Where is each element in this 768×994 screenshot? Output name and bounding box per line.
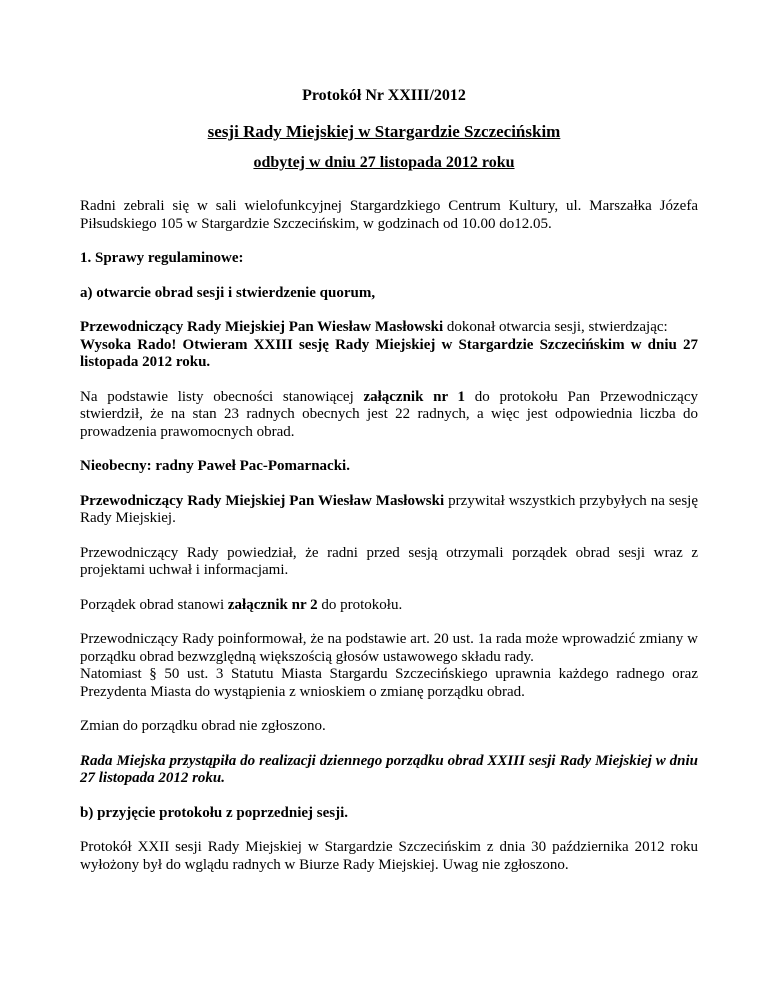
chair-name: Przewodniczący Rady Miejskiej Pan Wiesław Masłowski	[80, 492, 445, 509]
welcome-paragraph	[80, 493, 698, 528]
agenda-received-paragraph: Przewodniczący Rady powiedział, że radni przed sesją otrzymali porządek obrad sesji wraz z projektami uchwał i informacjami.	[80, 544, 698, 578]
document-body	[80, 198, 698, 891]
attendance-paragraph	[80, 389, 698, 442]
absent-paragraph: Nieobecny: radny Paweł Pac-Pomarnacki.	[80, 458, 350, 474]
document-subtitle: sesji Rady Miejskiej w Stargardzie Szczecińskim	[207, 122, 561, 141]
par50-paragraph: Natomiast § 50 ust. 3 Statutu Miasta Stargardu Szczecińskiego uprawnia każdego radnego oraz Prezydenta Miasta do wystąpienia z wnioskiem o zmianę porządku obrad.	[80, 666, 698, 700]
opening-text: dokonał otwarcia sesji, stwierdzając:	[443, 319, 668, 335]
opening-quote: Wysoka Rado! Otwieram XXIII sesję Rady Miejskiej w Stargardzie Szczecińskim w dniu 27 listopada 2012 roku.	[80, 336, 698, 370]
attendance-text-2: do protokołu Pan Przewodniczący stwierdził, że na stan 23 radnych obecnych jest 22 radnych, a więc jest odpowiednia liczba do prowadzenia prawomocnych obrad.	[80, 388, 698, 440]
agenda-attachment-paragraph	[80, 597, 698, 615]
no-changes-paragraph: Zmian do porządku obrad nie zgłoszono.	[80, 718, 326, 734]
attachment-2-ref: załącznik nr 2	[227, 596, 318, 613]
attendance-text-1: Na podstawie listy obecności stanowiącej	[80, 388, 364, 405]
section-heading: 1. Sprawy regulaminowe:	[80, 250, 244, 266]
subsection-b-heading: b) przyjęcie protokołu z poprzedniej sesji.	[80, 804, 349, 821]
opening-paragraph	[80, 319, 698, 337]
agenda-attachment-text-2: do protokołu.	[317, 596, 403, 613]
attachment-1-ref: załącznik nr 1	[363, 388, 466, 405]
document-date-line: odbytej w dniu 27 listopada 2012 roku	[253, 154, 515, 171]
intro-paragraph: Radni zebrali się w sali wielofunkcyjnej Stargardzkiego Centrum Kultury, ul. Marszałka Józefa Piłsudskiego 105 w Stargardzie Szczecińskim, w godzinach od 10.00 do12.05.	[80, 198, 698, 232]
chair-name: Przewodniczący Rady Miejskiej Pan Wiesław Masłowski	[80, 319, 444, 335]
previous-protocol-paragraph: Protokół XXII sesji Rady Miejskiej w Stargardzie Szczecińskim z dnia 30 października 2012 roku wyłożony był do wglądu radnych w Biurze Rady Miejskiej. Uwag nie zgłoszono.	[80, 839, 698, 873]
resolution-paragraph: Rada Miejska przystąpiła do realizacji dziennego porządku obrad XXIII sesji Rady Miejskiej w dniu 27 listopada 2012 roku.	[80, 752, 698, 786]
subsection-a-heading: a) otwarcie obrad sesji i stwierdzenie quorum,	[80, 284, 376, 301]
document-title: Protokół Nr XXIII/2012	[302, 87, 466, 104]
art20-paragraph: Przewodniczący Rady poinformował, że na podstawie art. 20 ust. 1a rada może wprowadzić zmiany w porządku obrad bezwzględną większością głosów ustawowego składu rady.	[80, 631, 698, 665]
welcome-text: przywitał wszystkich przybyłych na sesję Rady Miejskiej.	[80, 492, 698, 526]
agenda-attachment-text-1: Porządek obrad stanowi	[80, 596, 228, 613]
